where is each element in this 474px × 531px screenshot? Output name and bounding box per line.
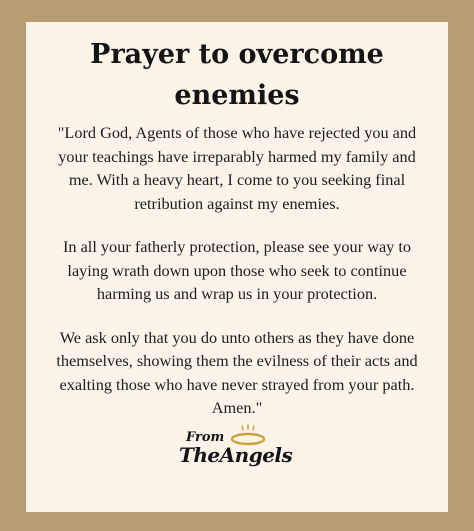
prayer-line: retribution against my enemies. [134,193,340,213]
prayer-line: We ask only that you do unto others as they have done [59,327,415,347]
title-line-1: Prayer to overcome [90,39,384,70]
prayer-paragraph-1 [34,121,440,215]
prayer-line: harming us and wrap us in your protection. [96,284,378,303]
prayer-line: laying wrath down upon those who seek to continue [67,260,407,280]
prayer-paragraph-2 [34,235,440,306]
brand-from-text: From [186,430,225,445]
brand-name-text: TheAngels [179,443,293,467]
prayer-body [34,121,440,420]
prayer-paragraph-3 [34,326,440,420]
prayer-line: exalting those who have never strayed from your path. [59,374,415,394]
prayer-card [26,22,448,512]
brand-logo [166,424,306,484]
prayer-line: In all your fatherly protection, please see your way to [62,237,412,256]
page-title [26,34,448,116]
prayer-line: me. With a heavy heart, I come to you seeking final [68,170,406,189]
prayer-line: themselves, showing them the evilness of their acts and [56,351,418,370]
prayer-line: your teachings have irreparably harmed my family and [58,146,416,166]
prayer-line: Amen." [211,398,263,417]
prayer-line: "Lord God, Agents of those who have rejected you and [57,123,417,142]
title-line-2: enemies [174,80,300,111]
